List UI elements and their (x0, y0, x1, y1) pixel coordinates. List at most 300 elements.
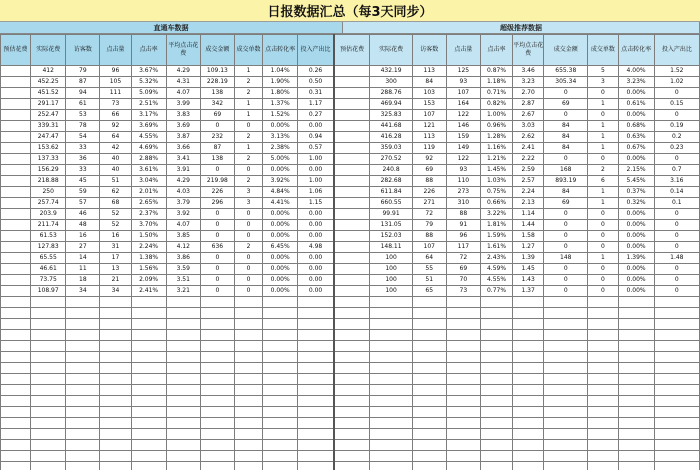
cell-right-9[interactable]: 1.48 (654, 253, 699, 264)
empty-cell[interactable] (131, 374, 166, 385)
cell-right-6[interactable]: 0 (544, 220, 588, 231)
empty-cell[interactable] (298, 308, 334, 319)
empty-cell[interactable] (446, 429, 480, 440)
cell-right-5[interactable]: 1.44 (513, 220, 544, 231)
cell-right-3[interactable]: 96 (446, 231, 480, 242)
cell-right-6[interactable]: 0 (544, 242, 588, 253)
empty-cell[interactable] (654, 418, 699, 429)
empty-cell[interactable] (370, 440, 412, 451)
cell-left-6[interactable]: 226 (200, 187, 234, 198)
empty-cell[interactable] (1, 396, 31, 407)
empty-cell[interactable] (234, 407, 262, 418)
cell-left-7[interactable]: 0 (234, 220, 262, 231)
empty-cell[interactable] (263, 429, 298, 440)
empty-cell[interactable] (131, 341, 166, 352)
cell-right-0[interactable] (334, 286, 370, 297)
empty-cell[interactable] (618, 451, 654, 462)
cell-right-5[interactable]: 1.43 (513, 275, 544, 286)
cell-right-5[interactable]: 1.27 (513, 242, 544, 253)
cell-right-9[interactable]: 0 (654, 88, 699, 99)
cell-right-7[interactable]: 0 (588, 88, 618, 99)
empty-cell[interactable] (66, 297, 100, 308)
cell-left-4[interactable]: 1.56% (131, 264, 166, 275)
cell-left-2[interactable]: 34 (66, 286, 100, 297)
cell-left-8[interactable]: 0.00% (263, 165, 298, 176)
cell-right-0[interactable] (334, 110, 370, 121)
cell-left-8[interactable]: 0.00% (263, 253, 298, 264)
cell-left-3[interactable]: 16 (100, 231, 131, 242)
cell-left-1[interactable]: 291.17 (31, 99, 66, 110)
cell-right-0[interactable] (334, 198, 370, 209)
empty-cell[interactable] (334, 319, 370, 330)
cell-left-2[interactable]: 78 (66, 121, 100, 132)
cell-left-3[interactable]: 34 (100, 286, 131, 297)
cell-left-0[interactable] (1, 99, 31, 110)
cell-right-7[interactable]: 0 (588, 110, 618, 121)
cell-left-7[interactable]: 1 (234, 143, 262, 154)
cell-left-2[interactable]: 16 (66, 231, 100, 242)
empty-cell[interactable] (131, 319, 166, 330)
cell-left-5[interactable]: 4.29 (166, 176, 200, 187)
cell-left-4[interactable]: 4.55% (131, 132, 166, 143)
empty-cell[interactable] (654, 308, 699, 319)
cell-right-8[interactable]: 0.00% (618, 110, 654, 121)
empty-cell[interactable] (370, 462, 412, 470)
cell-right-5[interactable]: 1.58 (513, 231, 544, 242)
cell-right-4[interactable]: 1.21% (480, 154, 512, 165)
empty-cell[interactable] (234, 418, 262, 429)
empty-cell[interactable] (446, 374, 480, 385)
empty-cell[interactable] (131, 396, 166, 407)
cell-left-6[interactable]: 0 (200, 253, 234, 264)
empty-cell[interactable] (66, 319, 100, 330)
cell-left-5[interactable]: 3.99 (166, 99, 200, 110)
empty-cell[interactable] (1, 440, 31, 451)
column-header-right-2[interactable]: 访客数 (412, 35, 446, 66)
empty-cell[interactable] (588, 363, 618, 374)
cell-right-7[interactable]: 3 (588, 77, 618, 88)
cell-right-2[interactable]: 92 (412, 154, 446, 165)
cell-left-3[interactable]: 64 (100, 132, 131, 143)
column-header-left-3[interactable]: 点击量 (100, 35, 131, 66)
empty-cell[interactable] (1, 330, 31, 341)
column-header-right-5[interactable]: 平均点击花费 (513, 35, 544, 66)
cell-right-3[interactable]: 73 (446, 286, 480, 297)
cell-right-3[interactable]: 310 (446, 198, 480, 209)
empty-cell[interactable] (544, 429, 588, 440)
empty-cell[interactable] (544, 330, 588, 341)
empty-cell[interactable] (131, 429, 166, 440)
cell-right-2[interactable]: 88 (412, 231, 446, 242)
cell-left-5[interactable]: 3.51 (166, 275, 200, 286)
column-header-right-1[interactable]: 实际花费 (370, 35, 412, 66)
cell-left-1[interactable]: 153.62 (31, 143, 66, 154)
empty-cell[interactable] (588, 462, 618, 470)
cell-right-7[interactable]: 2 (588, 165, 618, 176)
cell-left-3[interactable]: 68 (100, 198, 131, 209)
cell-right-8[interactable]: 1.39% (618, 253, 654, 264)
cell-right-6[interactable]: 0 (544, 275, 588, 286)
empty-cell[interactable] (480, 462, 512, 470)
cell-left-4[interactable]: 2.09% (131, 275, 166, 286)
cell-left-5[interactable]: 4.31 (166, 77, 200, 88)
cell-left-6[interactable]: 138 (200, 154, 234, 165)
empty-cell[interactable] (412, 341, 446, 352)
cell-left-8[interactable]: 0.00% (263, 231, 298, 242)
empty-cell[interactable] (66, 330, 100, 341)
cell-left-5[interactable]: 3.66 (166, 143, 200, 154)
cell-right-9[interactable]: 0 (654, 220, 699, 231)
cell-right-7[interactable]: 0 (588, 275, 618, 286)
cell-right-8[interactable]: 2.15% (618, 165, 654, 176)
cell-left-9[interactable]: 0.00 (298, 275, 334, 286)
empty-cell[interactable] (31, 341, 66, 352)
empty-cell[interactable] (100, 308, 131, 319)
cell-right-0[interactable] (334, 176, 370, 187)
cell-right-9[interactable]: 1.52 (654, 66, 699, 77)
cell-left-7[interactable]: 0 (234, 231, 262, 242)
cell-left-1[interactable]: 65.55 (31, 253, 66, 264)
cell-right-0[interactable] (334, 242, 370, 253)
column-header-right-3[interactable]: 点击量 (446, 35, 480, 66)
empty-cell[interactable] (100, 330, 131, 341)
column-header-left-9[interactable]: 投入产出比 (298, 35, 334, 66)
cell-right-1[interactable]: 131.05 (370, 220, 412, 231)
empty-cell[interactable] (1, 407, 31, 418)
empty-cell[interactable] (200, 363, 234, 374)
empty-cell[interactable] (298, 297, 334, 308)
cell-left-4[interactable]: 3.69% (131, 121, 166, 132)
empty-cell[interactable] (31, 308, 66, 319)
empty-cell[interactable] (618, 352, 654, 363)
empty-cell[interactable] (1, 451, 31, 462)
empty-cell[interactable] (480, 297, 512, 308)
cell-left-5[interactable]: 3.92 (166, 209, 200, 220)
empty-cell[interactable] (66, 374, 100, 385)
cell-left-6[interactable]: 0 (200, 275, 234, 286)
empty-cell[interactable] (200, 429, 234, 440)
cell-left-6[interactable]: 0 (200, 264, 234, 275)
cell-left-0[interactable] (1, 154, 31, 165)
cell-left-4[interactable]: 1.38% (131, 253, 166, 264)
cell-right-6[interactable]: 0 (544, 231, 588, 242)
cell-left-3[interactable]: 17 (100, 253, 131, 264)
cell-left-8[interactable]: 4.41% (263, 198, 298, 209)
empty-cell[interactable] (200, 352, 234, 363)
group-header-direct-train[interactable]: 直通车数据 (0, 22, 343, 34)
empty-cell[interactable] (588, 440, 618, 451)
empty-cell[interactable] (166, 440, 200, 451)
empty-cell[interactable] (131, 451, 166, 462)
cell-left-8[interactable]: 1.80% (263, 88, 298, 99)
cell-right-1[interactable]: 240.8 (370, 165, 412, 176)
cell-left-1[interactable]: 247.47 (31, 132, 66, 143)
empty-cell[interactable] (588, 396, 618, 407)
cell-right-4[interactable]: 1.81% (480, 220, 512, 231)
cell-right-1[interactable]: 99.91 (370, 209, 412, 220)
empty-cell[interactable] (263, 308, 298, 319)
cell-right-1[interactable]: 611.84 (370, 187, 412, 198)
cell-right-3[interactable]: 70 (446, 275, 480, 286)
cell-left-0[interactable] (1, 220, 31, 231)
empty-cell[interactable] (298, 440, 334, 451)
cell-left-3[interactable]: 40 (100, 165, 131, 176)
empty-cell[interactable] (298, 429, 334, 440)
cell-right-4[interactable]: 1.61% (480, 242, 512, 253)
cell-left-1[interactable]: 451.52 (31, 88, 66, 99)
cell-right-0[interactable] (334, 253, 370, 264)
empty-cell[interactable] (618, 462, 654, 470)
cell-left-4[interactable]: 3.04% (131, 176, 166, 187)
empty-cell[interactable] (263, 374, 298, 385)
cell-left-5[interactable]: 4.03 (166, 187, 200, 198)
cell-left-8[interactable]: 0.00% (263, 264, 298, 275)
empty-cell[interactable] (166, 385, 200, 396)
cell-left-8[interactable]: 1.52% (263, 110, 298, 121)
cell-left-9[interactable]: 0.00 (298, 264, 334, 275)
cell-right-8[interactable]: 0.68% (618, 121, 654, 132)
empty-cell[interactable] (131, 308, 166, 319)
cell-right-1[interactable]: 660.55 (370, 198, 412, 209)
column-header-right-0[interactable]: 预估花费 (334, 35, 370, 66)
empty-cell[interactable] (234, 352, 262, 363)
cell-right-2[interactable]: 121 (412, 121, 446, 132)
cell-left-7[interactable]: 0 (234, 209, 262, 220)
cell-right-3[interactable]: 164 (446, 99, 480, 110)
empty-cell[interactable] (480, 308, 512, 319)
empty-cell[interactable] (544, 407, 588, 418)
cell-right-4[interactable]: 0.96% (480, 121, 512, 132)
cell-right-1[interactable]: 282.68 (370, 176, 412, 187)
cell-left-5[interactable]: 4.07 (166, 88, 200, 99)
cell-left-7[interactable]: 1 (234, 66, 262, 77)
empty-cell[interactable] (263, 352, 298, 363)
empty-cell[interactable] (544, 462, 588, 470)
empty-cell[interactable] (166, 352, 200, 363)
cell-left-0[interactable] (1, 242, 31, 253)
cell-right-3[interactable]: 107 (446, 88, 480, 99)
empty-cell[interactable] (618, 319, 654, 330)
cell-left-1[interactable]: 339.31 (31, 121, 66, 132)
cell-right-2[interactable]: 65 (412, 286, 446, 297)
empty-cell[interactable] (544, 385, 588, 396)
cell-left-0[interactable] (1, 253, 31, 264)
cell-right-5[interactable]: 2.70 (513, 88, 544, 99)
cell-right-5[interactable]: 3.03 (513, 121, 544, 132)
empty-cell[interactable] (370, 429, 412, 440)
empty-cell[interactable] (654, 330, 699, 341)
empty-cell[interactable] (1, 418, 31, 429)
cell-right-8[interactable]: 0.00% (618, 275, 654, 286)
empty-cell[interactable] (480, 374, 512, 385)
cell-left-4[interactable]: 2.24% (131, 242, 166, 253)
empty-cell[interactable] (131, 363, 166, 374)
cell-right-9[interactable]: 0 (654, 231, 699, 242)
sheet-title[interactable]: 日报数据汇总（每3天同步） (0, 0, 700, 22)
cell-right-8[interactable]: 0.00% (618, 286, 654, 297)
cell-right-4[interactable]: 2.43% (480, 253, 512, 264)
cell-left-7[interactable]: 2 (234, 176, 262, 187)
empty-cell[interactable] (370, 308, 412, 319)
empty-cell[interactable] (513, 308, 544, 319)
empty-cell[interactable] (131, 462, 166, 470)
empty-cell[interactable] (31, 385, 66, 396)
cell-right-1[interactable]: 100 (370, 253, 412, 264)
cell-left-6[interactable]: 0 (200, 231, 234, 242)
cell-left-4[interactable]: 3.17% (131, 110, 166, 121)
cell-left-7[interactable]: 2 (234, 132, 262, 143)
empty-cell[interactable] (618, 341, 654, 352)
cell-left-9[interactable]: 0.00 (298, 253, 334, 264)
cell-left-9[interactable]: 1.00 (298, 154, 334, 165)
empty-cell[interactable] (618, 396, 654, 407)
cell-left-2[interactable]: 53 (66, 110, 100, 121)
group-header-super-recommend[interactable]: 超级推荐数据 (343, 22, 700, 34)
cell-left-4[interactable]: 2.51% (131, 99, 166, 110)
empty-cell[interactable] (100, 462, 131, 470)
empty-cell[interactable] (446, 330, 480, 341)
empty-cell[interactable] (31, 352, 66, 363)
cell-right-3[interactable]: 149 (446, 143, 480, 154)
cell-left-1[interactable]: 156.29 (31, 165, 66, 176)
cell-right-7[interactable]: 0 (588, 286, 618, 297)
empty-cell[interactable] (131, 330, 166, 341)
cell-right-6[interactable]: 168 (544, 165, 588, 176)
cell-right-1[interactable]: 148.11 (370, 242, 412, 253)
cell-left-2[interactable]: 33 (66, 143, 100, 154)
empty-cell[interactable] (298, 363, 334, 374)
empty-cell[interactable] (234, 451, 262, 462)
cell-left-3[interactable]: 105 (100, 77, 131, 88)
cell-right-9[interactable]: 0.19 (654, 121, 699, 132)
cell-left-4[interactable]: 2.41% (131, 286, 166, 297)
empty-cell[interactable] (446, 341, 480, 352)
cell-left-2[interactable]: 94 (66, 88, 100, 99)
empty-cell[interactable] (370, 385, 412, 396)
cell-left-3[interactable]: 73 (100, 99, 131, 110)
cell-right-0[interactable] (334, 264, 370, 275)
cell-right-5[interactable]: 2.62 (513, 132, 544, 143)
empty-cell[interactable] (334, 363, 370, 374)
empty-cell[interactable] (370, 374, 412, 385)
empty-cell[interactable] (166, 363, 200, 374)
column-header-left-4[interactable]: 点击率 (131, 35, 166, 66)
cell-right-5[interactable]: 2.57 (513, 176, 544, 187)
cell-right-8[interactable]: 0.37% (618, 187, 654, 198)
cell-right-7[interactable]: 0 (588, 154, 618, 165)
empty-cell[interactable] (1, 385, 31, 396)
empty-cell[interactable] (263, 363, 298, 374)
cell-left-2[interactable]: 61 (66, 99, 100, 110)
empty-cell[interactable] (100, 363, 131, 374)
empty-cell[interactable] (234, 319, 262, 330)
cell-left-0[interactable] (1, 198, 31, 209)
empty-cell[interactable] (618, 374, 654, 385)
empty-cell[interactable] (654, 462, 699, 470)
empty-cell[interactable] (100, 440, 131, 451)
cell-right-2[interactable]: 107 (412, 110, 446, 121)
cell-left-2[interactable]: 54 (66, 132, 100, 143)
cell-left-2[interactable]: 59 (66, 187, 100, 198)
cell-right-6[interactable]: 84 (544, 132, 588, 143)
cell-left-4[interactable]: 3.70% (131, 220, 166, 231)
cell-right-4[interactable]: 1.45% (480, 165, 512, 176)
empty-cell[interactable] (513, 341, 544, 352)
cell-left-1[interactable]: 252.47 (31, 110, 66, 121)
cell-right-8[interactable]: 0.00% (618, 264, 654, 275)
empty-cell[interactable] (100, 396, 131, 407)
empty-cell[interactable] (334, 385, 370, 396)
cell-left-9[interactable]: 0.31 (298, 88, 334, 99)
empty-cell[interactable] (588, 429, 618, 440)
empty-cell[interactable] (618, 429, 654, 440)
cell-left-5[interactable]: 3.41 (166, 154, 200, 165)
cell-right-0[interactable] (334, 99, 370, 110)
cell-right-4[interactable]: 4.55% (480, 275, 512, 286)
empty-cell[interactable] (370, 407, 412, 418)
empty-cell[interactable] (370, 396, 412, 407)
cell-left-6[interactable]: 69 (200, 110, 234, 121)
cell-right-7[interactable]: 1 (588, 99, 618, 110)
empty-cell[interactable] (412, 429, 446, 440)
empty-cell[interactable] (654, 341, 699, 352)
cell-right-4[interactable]: 1.28% (480, 132, 512, 143)
cell-right-0[interactable] (334, 154, 370, 165)
cell-left-5[interactable]: 4.29 (166, 66, 200, 77)
empty-cell[interactable] (263, 396, 298, 407)
cell-right-4[interactable]: 1.00% (480, 110, 512, 121)
empty-cell[interactable] (588, 385, 618, 396)
empty-cell[interactable] (200, 418, 234, 429)
empty-cell[interactable] (654, 429, 699, 440)
cell-right-9[interactable]: 0 (654, 154, 699, 165)
cell-left-9[interactable]: 0.00 (298, 121, 334, 132)
cell-left-0[interactable] (1, 286, 31, 297)
empty-cell[interactable] (334, 462, 370, 470)
empty-cell[interactable] (618, 418, 654, 429)
empty-cell[interactable] (131, 297, 166, 308)
cell-left-0[interactable] (1, 231, 31, 242)
cell-right-6[interactable]: 305.34 (544, 77, 588, 88)
empty-cell[interactable] (412, 374, 446, 385)
cell-left-8[interactable]: 5.00% (263, 154, 298, 165)
cell-left-3[interactable]: 42 (100, 143, 131, 154)
empty-cell[interactable] (234, 462, 262, 470)
cell-left-8[interactable]: 0.00% (263, 209, 298, 220)
empty-cell[interactable] (66, 407, 100, 418)
cell-left-8[interactable]: 0.00% (263, 286, 298, 297)
cell-left-6[interactable]: 228.19 (200, 77, 234, 88)
cell-right-1[interactable]: 100 (370, 275, 412, 286)
empty-cell[interactable] (166, 462, 200, 470)
cell-left-6[interactable]: 109.13 (200, 66, 234, 77)
empty-cell[interactable] (200, 319, 234, 330)
cell-right-2[interactable]: 113 (412, 132, 446, 143)
cell-left-8[interactable]: 0.00% (263, 220, 298, 231)
cell-right-1[interactable]: 441.68 (370, 121, 412, 132)
cell-right-2[interactable]: 119 (412, 143, 446, 154)
empty-cell[interactable] (446, 385, 480, 396)
cell-left-5[interactable]: 4.12 (166, 242, 200, 253)
empty-cell[interactable] (513, 429, 544, 440)
cell-right-1[interactable]: 325.83 (370, 110, 412, 121)
cell-right-0[interactable] (334, 132, 370, 143)
empty-cell[interactable] (334, 352, 370, 363)
empty-cell[interactable] (263, 407, 298, 418)
cell-left-4[interactable]: 1.50% (131, 231, 166, 242)
empty-cell[interactable] (544, 341, 588, 352)
cell-right-7[interactable]: 0 (588, 220, 618, 231)
